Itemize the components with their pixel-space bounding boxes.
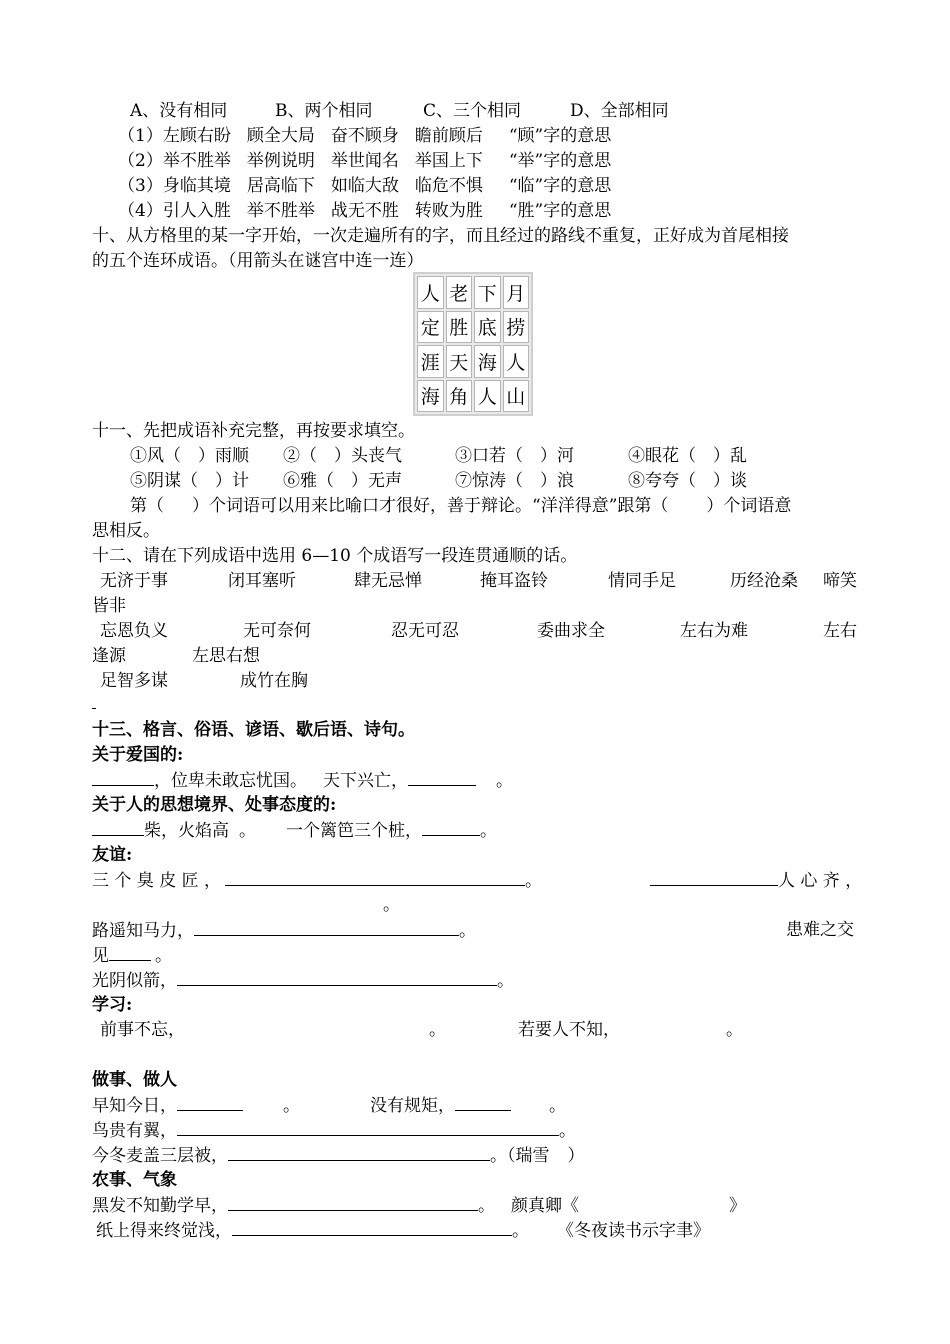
answer-blank[interactable] bbox=[650, 868, 778, 886]
idiom: 皆非 bbox=[92, 596, 126, 616]
q11-item-1: ①风（ ）雨顺 bbox=[130, 446, 249, 466]
maze-cell[interactable]: 人 bbox=[417, 276, 444, 309]
answer-blank[interactable] bbox=[177, 1118, 559, 1136]
friend-line-5: 见 。 bbox=[92, 943, 172, 968]
maze-cell[interactable]: 山 bbox=[503, 380, 530, 413]
q9-row-4: （4）引人入胜 举不胜举 战无不胜 转败为胜 “胜”字的意思 bbox=[118, 201, 612, 221]
answer-blank[interactable] bbox=[177, 968, 497, 986]
heading-conduct: 做事、做人 bbox=[92, 1070, 177, 1090]
idiom: 肆无忌惮 bbox=[354, 571, 422, 591]
maze-grid bbox=[413, 272, 533, 416]
farm-line-2: 纸上得来终觉浅， 。 《冬夜读书示字聿》 bbox=[96, 1218, 710, 1243]
mind-line: 柴，火焰高 。 一个篱笆三个桩， 。 bbox=[92, 818, 497, 843]
friend-line-2: 人 心 齐 ， bbox=[650, 868, 862, 893]
idiom: 左右为难 bbox=[680, 621, 748, 641]
idiom: 啼笑 bbox=[823, 571, 857, 591]
idiom: 逢源 bbox=[92, 646, 126, 666]
idiom: 忍无可忍 bbox=[391, 621, 459, 641]
maze-cell[interactable]: 胜 bbox=[446, 311, 473, 344]
answer-blank[interactable] bbox=[194, 918, 459, 936]
conduct-line-1: 早知今日， 。 bbox=[92, 1093, 300, 1118]
stray-mark bbox=[92, 708, 96, 709]
answer-blank[interactable] bbox=[109, 943, 151, 961]
q10-line-2: 的五个连环成语。（用箭头在谜宫中连一连） bbox=[92, 251, 424, 271]
idiom: 足智多谋 bbox=[100, 671, 168, 691]
option-a: A、没有相同 bbox=[130, 101, 228, 121]
maze-cell[interactable]: 老 bbox=[446, 276, 473, 309]
conduct-line-2: 没有规矩， 。 bbox=[370, 1093, 566, 1118]
heading-mind: 关于人的思想境界、处事态度的: bbox=[92, 795, 337, 815]
friend-line-2-end: 。 bbox=[383, 895, 400, 915]
answer-blank[interactable] bbox=[232, 1218, 512, 1236]
idiom: 左右 bbox=[823, 621, 857, 641]
idiom: 掩耳盗铃 bbox=[480, 571, 548, 591]
friend-line-6: 光阴似箭， 。 bbox=[92, 968, 514, 993]
maze-cell[interactable]: 海 bbox=[417, 380, 444, 413]
maze-cell[interactable]: 底 bbox=[474, 311, 501, 344]
heading-patriot: 关于爱国的: bbox=[92, 745, 184, 765]
q11-item-7: ⑦惊涛（ ）浪 bbox=[455, 471, 574, 491]
maze-cell[interactable]: 人 bbox=[503, 345, 530, 378]
option-c: C、三个相同 bbox=[423, 101, 522, 121]
idiom: 委曲求全 bbox=[537, 621, 605, 641]
idiom: 忘恩负义 bbox=[100, 621, 168, 641]
friend-line-1: 三 个 臭 皮 匠 ， 。 bbox=[92, 868, 542, 893]
option-d: D、全部相同 bbox=[570, 101, 669, 121]
heading-farming: 农事、气象 bbox=[92, 1170, 177, 1190]
answer-blank[interactable] bbox=[422, 818, 480, 836]
q11-item-4: ④眼花（ ）乱 bbox=[628, 446, 747, 466]
q10-line-1: 十、从方格里的某一字开始，一次走遍所有的字，而且经过的路线不重复，正好成为首尾相接 bbox=[92, 226, 789, 246]
answer-blank[interactable] bbox=[177, 1093, 243, 1111]
q11-question: 第（ ）个词语可以用来比喻口才很好，善于辩论。“洋洋得意”跟第（ ）个词语意 bbox=[130, 496, 792, 516]
patriot-line: ，位卑未敢忘忧国。 天下兴亡， 。 bbox=[92, 768, 513, 793]
q11-title: 十一、先把成语补充完整，再按要求填空。 bbox=[92, 421, 415, 441]
conduct-line-3: 鸟贵有翼， 。 bbox=[92, 1118, 576, 1143]
maze-cell[interactable]: 天 bbox=[446, 345, 473, 378]
q11-item-8: ⑧夸夸（ ）谈 bbox=[628, 471, 747, 491]
answer-blank[interactable] bbox=[228, 1143, 490, 1161]
idiom: 无济于事 bbox=[100, 571, 168, 591]
heading-friendship: 友谊: bbox=[92, 845, 133, 865]
answer-blank[interactable] bbox=[228, 1193, 478, 1211]
q9-row-1: （1）左顾右盼 顾全大局 奋不顾身 瞻前顾后 “顾”字的意思 bbox=[118, 126, 612, 146]
farm-line-1: 黑发不知勤学早， 。 颜真卿《 》 bbox=[92, 1193, 746, 1218]
idiom: 左思右想 bbox=[192, 646, 260, 666]
q11-item-3: ③口若（ ）河 bbox=[455, 446, 574, 466]
q11-item-2: ②（ ）头丧气 bbox=[283, 446, 402, 466]
q13-title: 十三、格言、俗语、谚语、歇后语、诗句。 bbox=[92, 720, 415, 740]
answer-blank[interactable] bbox=[455, 1093, 511, 1111]
maze-cell[interactable]: 人 bbox=[474, 380, 501, 413]
q11-item-6: ⑥雅（ ）无声 bbox=[283, 471, 402, 491]
friend-line-3: 路遥知马力， 。 bbox=[92, 918, 476, 943]
q9-row-2: （2）举不胜举 举例说明 举世闻名 举国上下 “举”字的意思 bbox=[118, 151, 612, 171]
conduct-line-4: 今冬麦盖三层被， 。（瑞雪 ） bbox=[92, 1143, 585, 1168]
answer-blank[interactable] bbox=[225, 868, 525, 886]
option-b: B、两个相同 bbox=[275, 101, 373, 121]
q11-item-5: ⑤阴谋（ ）计 bbox=[130, 471, 249, 491]
answer-blank[interactable] bbox=[408, 768, 476, 786]
maze-cell[interactable]: 海 bbox=[474, 345, 501, 378]
maze-cell[interactable]: 月 bbox=[503, 276, 530, 309]
q11-question-cont: 思相反。 bbox=[92, 521, 160, 541]
maze-cell[interactable]: 下 bbox=[474, 276, 501, 309]
study-line-1: 前事不忘， 。 bbox=[100, 1020, 446, 1040]
friend-line-4: 患难之交 bbox=[786, 920, 854, 940]
idiom: 历经沧桑 bbox=[730, 571, 798, 591]
answer-blank[interactable] bbox=[92, 818, 144, 836]
idiom: 无可奈何 bbox=[243, 621, 311, 641]
maze-cell[interactable]: 涯 bbox=[417, 345, 444, 378]
maze-cell[interactable]: 角 bbox=[446, 380, 473, 413]
q9-row-3: （3）身临其境 居高临下 如临大敌 临危不惧 “临”字的意思 bbox=[118, 176, 612, 196]
q12-title: 十二、请在下列成语中选用 6—10 个成语写一段连贯通顺的话。 bbox=[92, 546, 578, 566]
heading-study: 学习: bbox=[92, 995, 133, 1015]
maze-cell[interactable]: 捞 bbox=[503, 311, 530, 344]
idiom: 闭耳塞听 bbox=[228, 571, 296, 591]
study-line-2: 若要人不知， 。 bbox=[518, 1020, 743, 1040]
idiom: 情同手足 bbox=[608, 571, 676, 591]
idiom: 成竹在胸 bbox=[240, 671, 308, 691]
answer-blank[interactable] bbox=[92, 768, 154, 786]
maze-cell[interactable]: 定 bbox=[417, 311, 444, 344]
